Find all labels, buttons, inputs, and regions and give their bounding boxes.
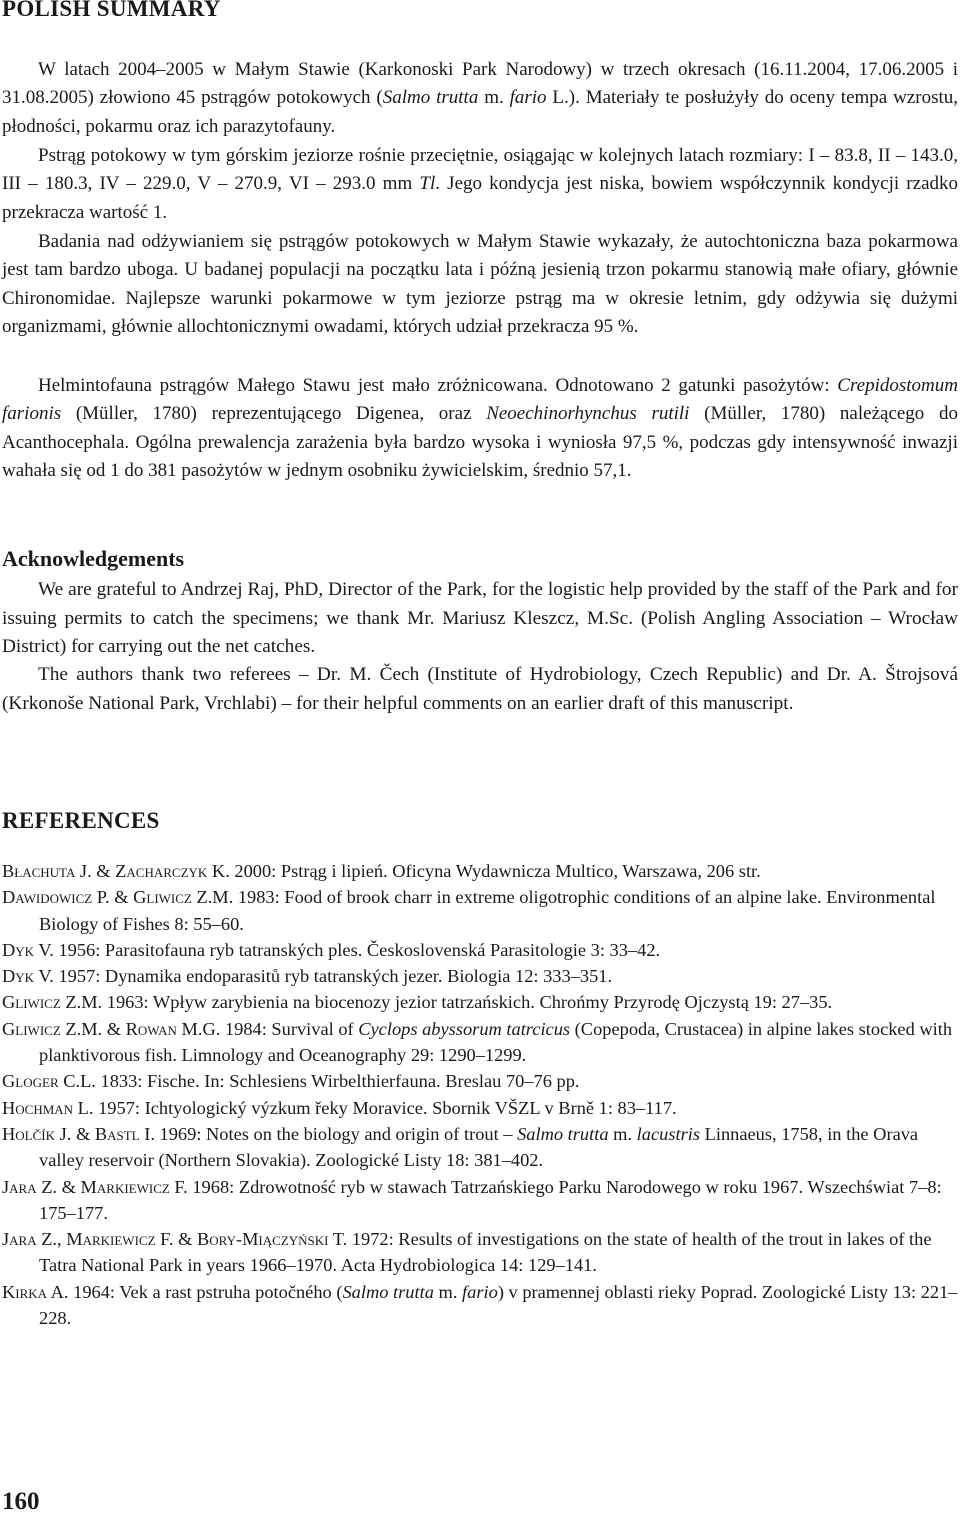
- reference-item: [2, 1226, 958, 1279]
- section-title-references: REFERENCES: [2, 808, 160, 833]
- polish-p2-unit: Tl: [419, 173, 436, 195]
- reference-item: [2, 1068, 958, 1094]
- reference-item: [2, 963, 958, 989]
- polish-p1-text: W latach 2004–2005 w Małym Stawie (Karkonoski Park Narodowy) w trzech okresach (16.11.2004, 17.06.2005 i 31.08.2005) złowiono 45 pstrągów potokowych (: [2, 59, 958, 109]
- polish-p2-end: . Jego kondycja jest niska, bowiem współczynnik kondycji rzadko przekracza wartość 1.: [2, 173, 958, 223]
- polish-paragraph-4: [2, 372, 958, 486]
- polish-paragraph-1: [2, 56, 958, 141]
- reference-author: Dyk V.: [2, 966, 54, 987]
- reference-text: 1968: Zdrowotność ryb w stawach Tatrzańskiego Parku Narodowego w roku 1967. Wszechświat 7–8: 175–177.: [39, 1176, 942, 1223]
- reference-text: 1956: Parasitofauna ryb tatranských ples. Československá Parasitologie 3: 33–42.: [53, 939, 661, 960]
- section-title-polish-summary: POLISH SUMMARY: [2, 0, 221, 21]
- reference-text: 2000: Pstrąg i lipień. Oficyna Wydawnicza Multico, Warszawa, 206 str.: [229, 861, 761, 881]
- reference-author: Jara Z., Markiewicz F. & Bory-Miączyński T.: [2, 1229, 348, 1250]
- polish-p4-species-2: Neoechinorhynchus rutili: [486, 403, 690, 425]
- polish-p2-text: Pstrąg potokowy w tym górskim jeziorze rośnie przeciętnie, osiągając w kolejnych latach rozmiary: I – 83.8, II – 143.0, III – 180.3, IV – 229.0, V – 270.9, VI – 293.0 mm: [2, 145, 958, 195]
- reference-author: Dawidowicz P. & Gliwicz Z.M.: [2, 887, 234, 908]
- reference-text: 1957: Ichtyologický výzkum řeky Moravice. Sbornik VŠZL v Brně 1: 83–117.: [93, 1097, 677, 1118]
- reference-author: Gloger C.L.: [2, 1071, 96, 1092]
- reference-text: 1983: Food of brook charr in extreme oligotrophic conditions of an alpine lake. Environmental Biology of Fishes 8: 55–60.: [39, 887, 936, 934]
- polish-p1-form: fario: [509, 87, 547, 109]
- reference-text: 1972: Results of investigations on the state of health of the trout in lakes of the Tatra National Park in years 1966–1970. Acta Hydrobiologica 14: 129–141.: [39, 1229, 932, 1276]
- reference-item: [2, 858, 958, 884]
- reference-species: Salmo trutta: [517, 1123, 609, 1144]
- reference-text-end: ) v pramennej oblasti rieky Poprad. Zoologické Listy 13: 221–228.: [39, 1281, 958, 1329]
- reference-item: [2, 1279, 958, 1332]
- reference-species-form: fario: [462, 1281, 498, 1302]
- polish-p1-end: L.). Materiały te posłużyły do oceny tempa wzrostu, płodności, pokarmu oraz ich parazytofauny.: [2, 87, 958, 137]
- reference-text: 1957: Dynamika endoparasitů ryb tatranských jezer. Biologia 12: 333–351.: [53, 966, 613, 987]
- reference-item: [2, 1174, 958, 1227]
- polish-p4-b: (Müller, 1780) reprezentującego Digenea, oraz: [61, 403, 487, 425]
- reference-text-end: Linnaeus, 1758, in the Orava valley reservoir (Northern Slovakia). Zoologické Listy 18: 381–402.: [39, 1123, 919, 1171]
- reference-text-cont: m.: [608, 1123, 637, 1144]
- reference-species: Cyclops abyssorum tatrcicus: [358, 1018, 571, 1039]
- reference-item: [2, 1121, 958, 1174]
- ack-paragraph-2: The authors thank two referees – Dr. M. Čech (Institute of Hydrobiology, Czech Republic) and Dr. A. Štrojsová (Krkonoše National Park, Vrchlabi) – for their helpful comments on an earlier draft of this manuscript.: [2, 664, 958, 714]
- page-number: 160: [2, 1488, 40, 1515]
- reference-author: Jara Z. & Markiewicz F.: [2, 1176, 188, 1197]
- references-list: [2, 858, 958, 1331]
- reference-author: Hochman L.: [2, 1097, 94, 1118]
- reference-author: Holčík J. & Bastl I.: [2, 1123, 155, 1144]
- reference-text: 1969: Notes on the biology and origin of trout –: [154, 1123, 518, 1144]
- reference-text-cont: (Copepoda, Crustacea) in alpine lakes stocked with planktivorous fish. Limnology and Oceanography 29: 1290–1299.: [39, 1018, 953, 1066]
- reference-author: Kirka A.: [2, 1281, 69, 1302]
- reference-author: Gliwicz Z.M. & Rowan M.G.: [2, 1018, 221, 1039]
- reference-item: [2, 884, 958, 937]
- polish-p1-mid: m.: [478, 87, 510, 109]
- polish-p4-species-1: Crepidostomum farionis: [2, 375, 958, 425]
- reference-text: 1963: Wpływ zarybienia na biocenozy jezior tatrzańskich. Chrońmy Przyrodę Ojczystą 19: 27–35.: [102, 992, 833, 1013]
- reference-item: [2, 937, 958, 963]
- reference-item: [2, 989, 958, 1015]
- polish-p4-a: Helmintofauna pstrągów Małego Stawu jest mało zróżnicowana. Odnotowano 2 gatunki pasożytów:: [38, 375, 838, 396]
- polish-p1-species: Salmo trutta: [382, 87, 479, 109]
- reference-species-form: lacustris: [636, 1123, 701, 1144]
- section-title-acknowledgements: Acknowledgements: [2, 546, 185, 571]
- reference-item: [2, 1095, 958, 1121]
- reference-text: 1984: Survival of: [220, 1018, 359, 1039]
- reference-text: 1833: Fische. In: Schlesiens Wirbelthierfauna. Breslau 70–76 pp.: [95, 1071, 580, 1092]
- reference-text-cont: m.: [433, 1281, 463, 1302]
- reference-text: 1964: Vek a rast pstruha potočného (: [68, 1281, 343, 1302]
- polish-p4-c: (Müller, 1780) należącego do Acanthocephala. Ogólna prewalencja zarażenia była bardzo wysoka i wyniosła 97,5 %, podczas gdy intensywność inwazji wahała się od 1 do 381 pasożytów w jednym osobniku żywicielskim, średnio 57,1.: [2, 403, 959, 482]
- reference-species: Salmo trutta: [342, 1281, 434, 1302]
- polish-paragraph-3: Badania nad odżywianiem się pstrągów potokowych w Małym Stawie wykazały, że autochtoniczna baza pokarmowa jest tam bardzo uboga. U badanej populacji na początku lata i późną jesienią trzon pokarmu stanowią małe ofiary, głównie Chironomidae. Najlepsze warunki pokarmowe w tym jeziorze pstrąg ma w okresie letnim, gdy odżywia się dużymi organizmami, głównie allochtonicznymi owadami, których udział przekracza 95 %.: [2, 231, 958, 338]
- reference-item: [2, 1016, 958, 1069]
- reference-author: Dyk V.: [2, 939, 54, 960]
- reference-author: Błachuta J. & Zacharczyk K.: [2, 861, 230, 881]
- ack-paragraph-1: We are grateful to Andrzej Raj, PhD, Director of the Park, for the logistic help provided by the staff of the Park and for issuing permits to catch the specimens; we thank Mr. Mariusz Kleszcz, M.Sc. (Polish Angling Association – Wrocław District) for carrying out the net catches.: [2, 579, 958, 658]
- reference-author: Gliwicz Z.M.: [2, 992, 103, 1013]
- polish-paragraph-2: [2, 142, 958, 227]
